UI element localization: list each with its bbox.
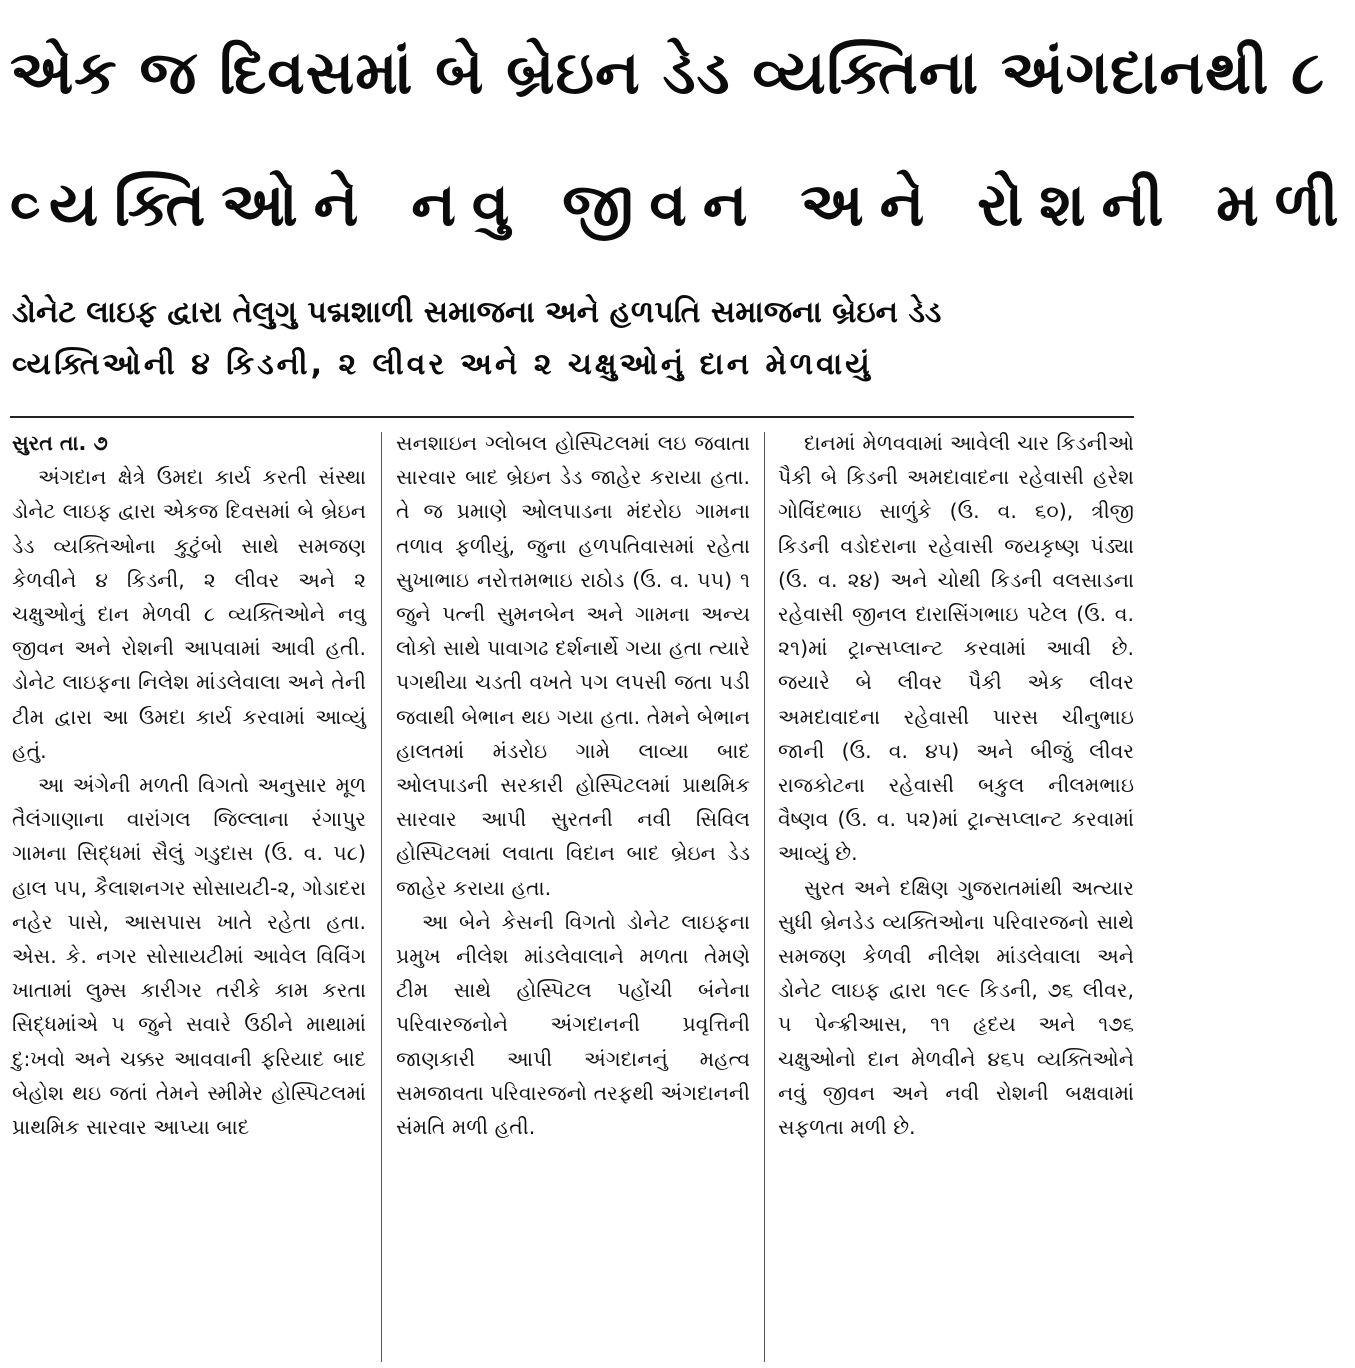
article-column-1 — [12, 426, 366, 1366]
dateline: સુરત તા. ૭ — [12, 431, 108, 455]
article-column-3 — [778, 426, 1134, 1366]
column-divider — [381, 432, 382, 1362]
subheadline-line-1: ડોનેટ લાઇફ દ્વારા તેલુગુ પદ્મશાળી સમાજના અને હળપતિ સમાજના બ્રેઇન ડેડ — [12, 295, 942, 330]
headline-line-1: એક જ દિવસમાં બે બ્રેઇન ડેડ વ્યક્તિના અંગદાનથી ૮ — [10, 38, 1326, 108]
article-paragraph — [12, 426, 366, 460]
article-paragraph: દાનમાં મેળવવામાં આવેલી ચાર કિડનીઓ પૈકી બે કિડની અમદાવાદના રહેવાસી હરેશ ગોવિંદભાઇ સાળુંકે (ઉ. વ. ૬૦), ત્રીજી કિડની વડોદરાના રહેવાસી જયકૃષ્ણ પંડ્યા (ઉ. વ. ૨૪) અને ચોથી કિડની વલસાડના રહેવાસી જીનલ દારાસિંગભાઇ પટેલ (ઉ. વ. ૨૧)માં ટ્રાન્સપ્લાન્ટ કરવામાં આવી છે. જયારે બે લીવર પૈકી એક લીવર અમદાવાદના રહેવાસી પારસ ચીનુભાઇ જાની (ઉ. વ. ૪૫) અને બીજું લીવર રાજકોટના રહેવાસી બકુલ નીલમભાઇ વૈષ્ણવ (ઉ. વ. ૫૨)માં ટ્રાન્સપ્લાન્ટ કરવામાં આવ્યું છે. — [778, 431, 1134, 866]
article-paragraph: આ અંગેની મળતી વિગતો અનુસાર મૂળ તૈલંગાણાના વારાંગલ જિલ્લાના રંગાપુર ગામના સિદ્ધમાં સૈલું ગડુદાસ (ઉ. વ. ૫૮) હાલ ૫૫, કૈલાશનગર સોસાયટી-૨, ગોડાદરા નહેર પાસે, આસપાસ ખાતે રહેતા હતા. એસ. કે. નગર સોસાયટીમાં આવેલ વિવિંગ ખાતામાં લુમ્સ કારીગર તરીકે કામ કરતા સિદ્ધમાંએ ૫ જુને સવારે ઉઠીને માથામાં દુ:ખવો અને ચક્કર આવવાની ફરિયાદ બાદ બેહોશ થઇ જતાં તેમને સ્મીમેર હોસ્પિટલમાં પ્રાથમિક સારવાર આપ્યા બાદ — [12, 773, 366, 1140]
column-divider — [764, 432, 765, 1362]
article-paragraph: સનશાઇન ગ્લોબલ હોસ્પિટલમાં લઇ જવાતા સારવાર બાદ બ્રેઇન ડેડ જાહેર કરાયા હતા. તે જ પ્રમાણે ઓલપાડના મંદરોઇ ગામના તળાવ ફળીયું, જુના હળપતિવાસમાં રહેતા સુખાભાઇ નરોત્તમભાઇ રાઠોડ (ઉ. વ. ૫૫) ૧ જુને પત્ની સુમનબેન અને ગામના અન્ય લોકો સાથે પાવાગઢ દર્શનાર્થે ગયા હતા ત્યારે પગથીયા ચડતી વખતે પગ લપસી જતા પડી જવાથી બેભાન થઇ ગયા હતા. તેમને બેભાન હાલતમાં મંડરોઇ ગામે લાવ્યા બાદ ઓલપાડની સરકારી હોસ્પિટલમાં પ્રાથમિક સારવાર આપી સુરતની નવી સિવિલ હોસ્પિટલમાં લવાતા વિદાન બાદ બ્રેઇન ડેડ જાહેર કરાયા હતા. — [396, 431, 750, 900]
headline-line-2: વ્યક્તિઓને નવુ જીવન અને રોશની મળી — [10, 170, 1355, 240]
article-column-2 — [396, 426, 750, 1366]
article-paragraph: આ બેને કેસની વિગતો ડોનેટ લાઇફના પ્રમુખ નીલેશ માંડલેવાલાને મળતા તેમણે ટીમ સાથે હોસ્પિટલ પહોંચી બંનેના પરિવારજનોને અંગદાનની પ્રવૃત્તિની જાણકારી આપી અંગદાનનું મહત્વ સમજાવતા પરિવારજનો તરફથી અંગદાનની સંમતિ મળી હતી. — [396, 909, 750, 1140]
subheadline-line-2: વ્યક્તિઓની ૪ કિડની, ૨ લીવર અને ૨ ચક્ષુઓનું દાન મેળવાયું — [12, 347, 873, 382]
headline-divider — [10, 416, 1134, 418]
article-paragraph: સુરત અને દક્ષિણ ગુજરાતમાંથી અત્યાર સુધી બ્રેનડેડ વ્યક્તિઓના પરિવારજનો સાથે સમજણ કેળવી નીલેશ માંડલેવાલા અને ડોનેટ લાઇફ દ્વારા ૧૯૯ કિડની, ૭૬ લીવર, ૫ પેન્ક્રીઆસ, ૧૧ હૃદય અને ૧૭૬ ચક્ષુઓનો દાન મેળવીને ૪૬૫ વ્યક્તિઓને નવું જીવન અને નવી રોશની બક્ષવામાં સફળતા મળી છે. — [778, 875, 1134, 1140]
article-paragraph: અંગદાન ક્ષેત્રે ઉમદા કાર્ય કરતી સંસ્થા ડોનેટ લાઇફ દ્વારા એકજ દિવસમાં બે બ્રેઇન ડેડ વ્યક્તિઓના કુટુંબો સાથે સમજણ કેળવીને ૪ કિડની, ૨ લીવર અને ૨ ચક્ષુઓનું દાન મેળવી ૮ વ્યક્તિઓને નવુ જીવન અને રોશની આપવામાં આવી હતી. ડોનેટ લાઇફના નિલેશ માંડલેવાલા અને તેની ટીમ દ્વારા આ ઉમદા કાર્ય કરવામાં આવ્યું હતું. — [12, 465, 366, 763]
